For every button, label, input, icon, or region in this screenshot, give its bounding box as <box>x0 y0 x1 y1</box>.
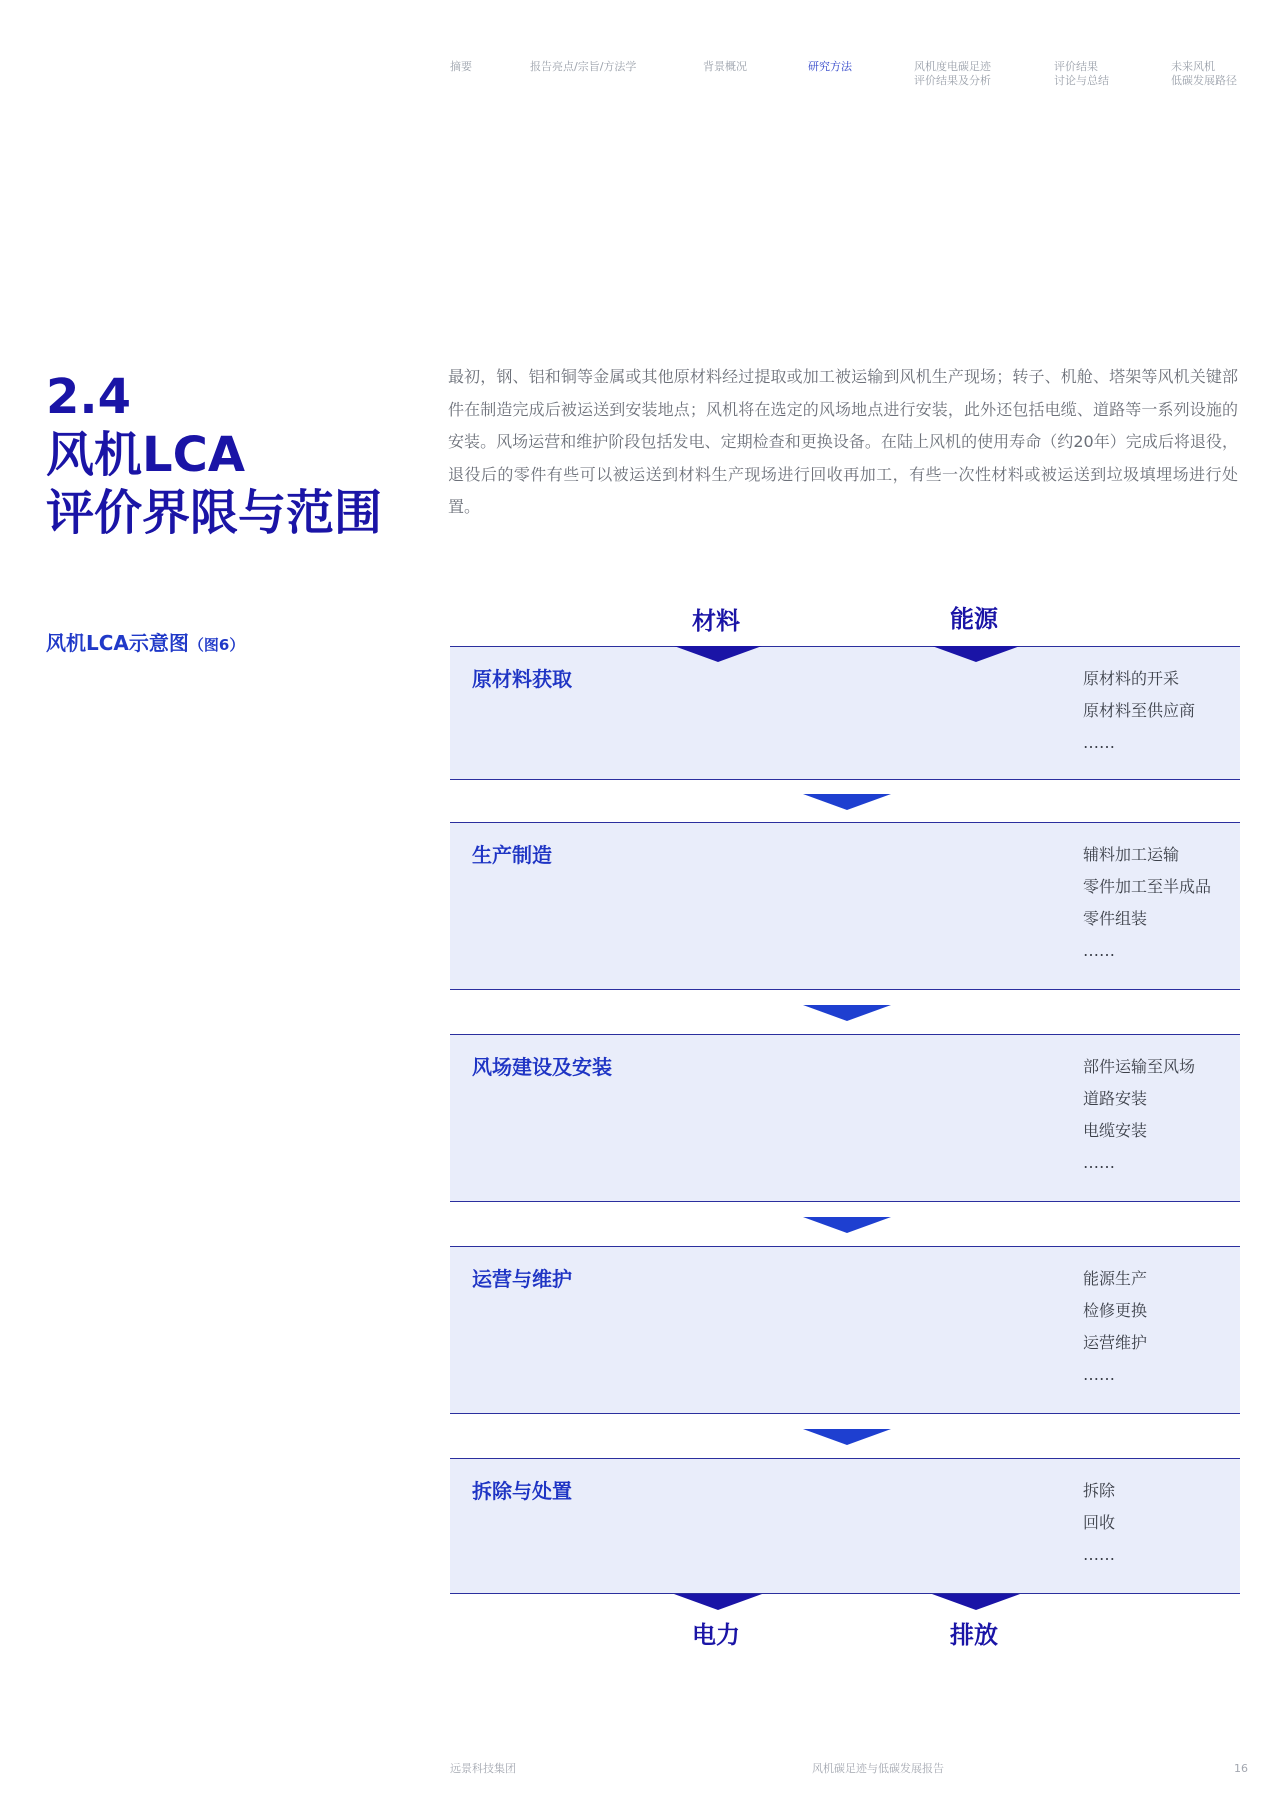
input-label-energy: 能源 <box>950 605 998 633</box>
figure-number: （图6） <box>188 636 245 654</box>
stage-operation-maintenance <box>450 1246 1240 1414</box>
stage-item: 电缆安装 <box>1083 1121 1148 1140</box>
output-arrow-emissions-icon <box>932 1594 1020 1610</box>
figure-caption <box>46 628 244 660</box>
input-arrow-materials-icon <box>674 646 762 662</box>
stage-item: 道路安装 <box>1083 1089 1148 1108</box>
stage-title: 原材料获取 <box>472 667 572 691</box>
stage-item: …… <box>1083 1153 1115 1172</box>
stage-item: 零件组装 <box>1083 909 1148 928</box>
stage-title: 风场建设及安装 <box>472 1055 612 1079</box>
stage-item: 原材料的开采 <box>1083 669 1180 688</box>
section-title-line2: 评价界限与范围 <box>46 485 383 541</box>
footer-report-title: 风机碳足迹与低碳发展报告 <box>812 1762 944 1775</box>
stage-item: 回收 <box>1083 1513 1116 1532</box>
stage-item: 检修更换 <box>1083 1301 1148 1320</box>
output-label-emissions: 排放 <box>950 1621 998 1649</box>
nav-item-discussion[interactable]: 评价结果 讨论与总结 <box>1054 60 1109 87</box>
stage-raw-material-acquisition <box>450 646 1240 780</box>
nav-item-research-method[interactable]: 研究方法 <box>808 60 852 73</box>
stage-item: 能源生产 <box>1083 1269 1148 1288</box>
flow-arrow-down-icon <box>803 1217 891 1233</box>
output-arrow-electricity-icon <box>674 1594 762 1610</box>
stage-items <box>1083 1475 1115 1571</box>
nav-item-highlights[interactable]: 报告亮点/宗旨/方法学 <box>530 60 637 73</box>
stage-items <box>1083 839 1211 967</box>
stage-items <box>1083 663 1195 759</box>
stage-items <box>1083 1263 1147 1391</box>
output-label-electricity: 电力 <box>692 1621 740 1649</box>
stage-item: …… <box>1083 733 1115 752</box>
input-arrow-energy-icon <box>932 646 1020 662</box>
figure-caption-text: 风机LCA示意图 <box>46 631 189 655</box>
flow-arrow-down-icon <box>803 1005 891 1021</box>
stage-item: 运营维护 <box>1083 1333 1148 1352</box>
stage-items <box>1083 1051 1195 1179</box>
footer-page-number: 16 <box>1234 1762 1248 1775</box>
stage-title: 运营与维护 <box>472 1267 572 1291</box>
stage-item: …… <box>1083 1545 1115 1564</box>
stage-item: …… <box>1083 941 1115 960</box>
stage-manufacturing <box>450 822 1240 990</box>
stage-title: 生产制造 <box>472 843 552 867</box>
stage-item: 辅料加工运输 <box>1083 845 1180 864</box>
stage-item: …… <box>1083 1365 1115 1384</box>
nav-item-future-path[interactable]: 未来风机 低碳发展路径 <box>1171 60 1237 87</box>
section-title-line1: 风机LCA <box>46 427 245 483</box>
nav-item-results-analysis[interactable]: 风机度电碳足迹 评价结果及分析 <box>914 60 991 87</box>
stage-title: 拆除与处置 <box>472 1479 572 1503</box>
nav-item-background[interactable]: 背景概况 <box>703 60 747 73</box>
stage-item: 部件运输至风场 <box>1083 1057 1196 1076</box>
intro-paragraph: 最初，钢、铝和铜等金属或其他原材料经过提取或加工被运输到风机生产现场；转子、机舱、塔架等风机关键部件在制造完成后被运送到安装地点；风机将在选定的风场地点进行安装，此外还包括电缆、道路等一系列设施的安装。风场运营和维护阶段包括发电、定期检查和更换设备。在陆上风机的使用寿命（约20年）完成后将退役，退役后的零件有些可以被运送到材料生产现场进行回收再加工，有些一次性材料或被运送到垃圾填埋场进行处置。 <box>448 367 1238 516</box>
footer-company: 远景科技集团 <box>450 1762 516 1775</box>
section-title <box>46 368 382 542</box>
stage-wind-farm-construction <box>450 1034 1240 1202</box>
stage-item: 拆除 <box>1083 1481 1116 1500</box>
section-number: 2.4 <box>46 369 132 425</box>
flow-arrow-down-icon <box>803 1429 891 1445</box>
input-label-materials: 材料 <box>692 607 740 635</box>
stage-item: 零件加工至半成品 <box>1083 877 1212 896</box>
stage-item: 原材料至供应商 <box>1083 701 1196 720</box>
stage-decommissioning-disposal <box>450 1458 1240 1594</box>
nav-item-summary[interactable]: 摘要 <box>450 60 472 73</box>
flow-arrow-down-icon <box>803 794 891 810</box>
